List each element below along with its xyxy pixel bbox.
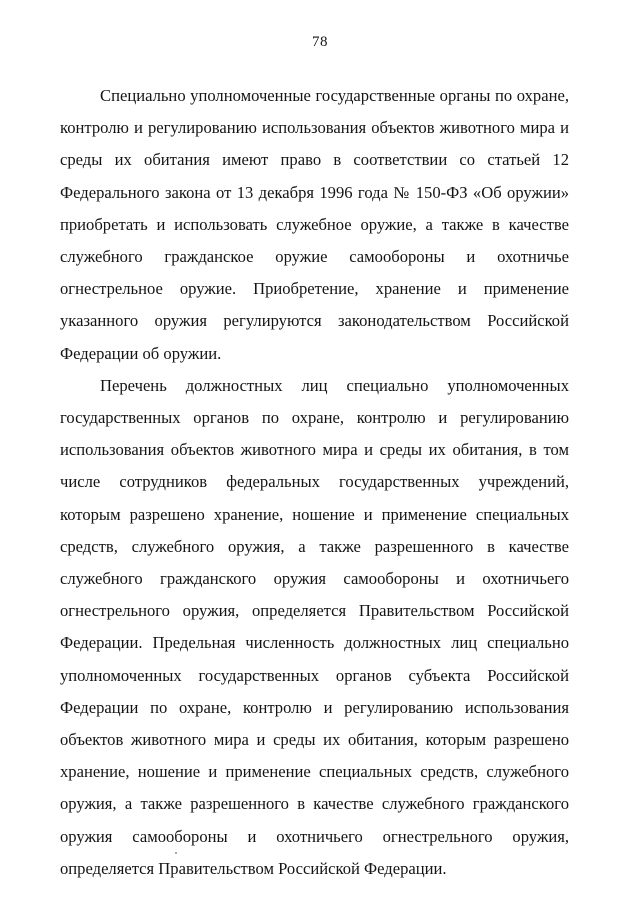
paragraph-armed-rights: Специально уполномоченные государственные органы по охране, контролю и регулированию использования объектов животного мира и среды их обитания имеют право в соответствии со статьей 12 Федерального закона от 13 декабря 1996 года № 150-ФЗ «Об оружии» приобретать и использовать служебное оружие, а также в качестве служебного гражданское оружие самообороны и охотничье огнестрельное оружие. Приобретение, хранение и применение указанного оружия регулируются законодательством Российской Федерации об оружии. [60, 86, 569, 363]
page-number: 78 [312, 34, 328, 50]
scan-speck [175, 852, 177, 854]
paragraph-officials-list: Перечень должностных лиц специально уполномоченных государственных органов по охране, контролю и регулированию использования объектов животного мира и среды их обитания, в том числе сотрудников федеральных государственных учреждений, которым разрешено хранение, ношение и применение специальных средств, служебного оружия, а также разрешенного в качестве служебного гражданского оружия самообороны и охотничьего огнестрельного оружия, определяется Правительством Российской Федерации. Предельная численность должностных лиц специально уполномоченных государственных органов субъекта Российской Федерации по охране, контролю и регулированию использования объектов животного мира и среды их обитания, которым разрешено хранение, ношение и применение специальных средств, служебного оружия, а также разрешенного в качестве служебного гражданского оружия самообороны и охотничьего огнестрельного оружия, определяется Правительством Российской Федерации. [60, 375, 569, 878]
body-text [60, 80, 569, 885]
